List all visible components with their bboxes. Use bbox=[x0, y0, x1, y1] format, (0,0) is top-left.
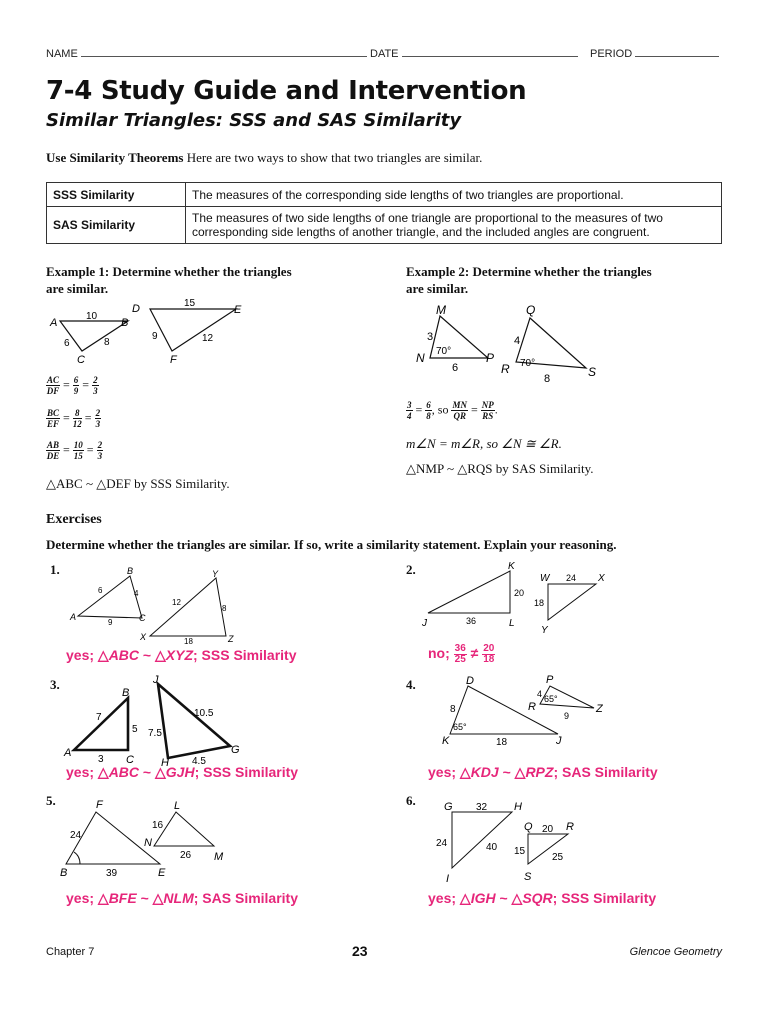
vertex-label: Y bbox=[541, 625, 548, 636]
vertex-label: H bbox=[514, 801, 522, 813]
intro-rest: Here are two ways to show that two triangles are similar. bbox=[183, 150, 483, 165]
vertex-label: D bbox=[132, 303, 140, 315]
side-label: 4 bbox=[134, 589, 139, 598]
vertex-label: Q bbox=[524, 821, 533, 833]
example2-label: Example 2: bbox=[406, 264, 470, 279]
vertex-label: D bbox=[466, 675, 474, 687]
side-label: 18 bbox=[534, 598, 545, 608]
side-label: 12 bbox=[202, 333, 214, 344]
side-label: 40 bbox=[486, 842, 498, 853]
vertex-label: R bbox=[528, 701, 536, 713]
exercise4-figure bbox=[430, 672, 630, 750]
side-label: 12 bbox=[172, 598, 181, 607]
example2-eq1: $\frac{3}{4}$ = $\frac{6}{8}$ , so $\frac{MN}{QR}$ = $\frac{NP}{RS}$ . bbox=[407, 400, 498, 421]
vertex-label: F bbox=[96, 799, 103, 811]
side-label: 20 bbox=[542, 824, 554, 835]
side-label: 32 bbox=[476, 802, 488, 813]
side-label: 10 bbox=[86, 311, 98, 322]
vertex-label: E bbox=[234, 304, 242, 316]
angle-label: 65° bbox=[453, 722, 467, 732]
side-label: 24 bbox=[70, 830, 82, 841]
triangle-abc bbox=[74, 698, 128, 750]
vertex-label: X bbox=[140, 632, 147, 642]
side-label: 8 bbox=[544, 373, 551, 384]
angle-label: 70° bbox=[520, 358, 536, 369]
side-label: 6 bbox=[98, 586, 103, 595]
vertex-label: C bbox=[77, 354, 85, 366]
vertex-label: Y bbox=[212, 569, 219, 579]
exercises-heading: Exercises bbox=[46, 512, 102, 527]
example2-line1: Determine whether the triangles bbox=[472, 264, 652, 279]
intro-bold: Use Similarity Theorems bbox=[46, 150, 184, 165]
example2-figure bbox=[406, 300, 616, 384]
side-label: 15 bbox=[514, 846, 526, 857]
side-label: 26 bbox=[180, 850, 192, 861]
vertex-label: S bbox=[524, 871, 532, 883]
side-label: 20 bbox=[514, 588, 525, 598]
exercise6-answer: yes; △IGH ~ △SQR; SSS Similarity bbox=[428, 890, 657, 906]
angle-label: 65° bbox=[544, 694, 558, 704]
theorem-name: SAS Similarity bbox=[47, 207, 186, 244]
vertex-label: Z bbox=[596, 703, 603, 715]
side-label: 10.5 bbox=[194, 708, 214, 719]
vertex-label: H bbox=[161, 757, 169, 766]
vertex-label: R bbox=[566, 821, 574, 833]
example1-eq3: $\frac{AB}{DE}$ = $\frac{10}{15}$ = $\frac{2}{3}$ bbox=[46, 440, 103, 461]
side-label: 4 bbox=[537, 689, 543, 699]
side-label: 8 bbox=[104, 337, 110, 348]
intro-text bbox=[46, 150, 482, 166]
side-label: 5 bbox=[132, 724, 138, 735]
footer-publisher: Glencoe Geometry bbox=[629, 946, 722, 958]
vertex-label: L bbox=[509, 618, 515, 629]
vertex-label: P bbox=[546, 674, 554, 686]
exercise-number: 3. bbox=[50, 677, 60, 692]
table-row bbox=[47, 183, 722, 207]
name-label: NAME bbox=[46, 48, 78, 60]
period-label: PERIOD bbox=[590, 48, 633, 60]
triangle-abc bbox=[60, 321, 128, 351]
vertex-label: J bbox=[422, 618, 427, 629]
vertex-label: L bbox=[174, 800, 181, 812]
vertex-label: Q bbox=[526, 303, 536, 317]
side-label: 8 bbox=[222, 604, 227, 613]
vertex-label: A bbox=[50, 317, 58, 329]
vertex-label: N bbox=[144, 837, 152, 849]
vertex-label: J bbox=[556, 735, 562, 747]
period-field[interactable] bbox=[590, 46, 719, 60]
example1-figure bbox=[46, 296, 256, 368]
vertex-label: B bbox=[60, 867, 68, 879]
triangle-xyz bbox=[150, 578, 226, 636]
page-title: 7-4 Study Guide and Intervention bbox=[46, 76, 527, 106]
exercise5-answer: yes; △BFE ~ △NLM; SAS Similarity bbox=[66, 890, 299, 906]
side-label: 18 bbox=[184, 637, 193, 646]
side-label: 24 bbox=[436, 838, 448, 849]
vertex-label: B bbox=[122, 687, 130, 699]
exercise-number: 6. bbox=[406, 793, 416, 808]
vertex-label: E bbox=[158, 867, 166, 879]
example2-conclusion: △NMP ~ △RQS by SAS Similarity. bbox=[406, 461, 594, 476]
side-label: 39 bbox=[106, 868, 118, 879]
exercises-instructions: Determine whether the triangles are similar. If so, write a similarity statement. Explain your reasoning. bbox=[46, 537, 617, 552]
example1-eq1: $\frac{AC}{DF}$ = $\frac{6}{9}$ = $\frac{2}{3}$ bbox=[46, 375, 98, 396]
side-label: 18 bbox=[496, 737, 508, 748]
side-label: 9 bbox=[564, 711, 570, 721]
vertex-label: M bbox=[214, 851, 224, 863]
exercise-number: 5. bbox=[46, 793, 56, 808]
vertex-label: K bbox=[442, 735, 450, 747]
vertex-label: B bbox=[121, 317, 129, 329]
vertex-label: J bbox=[153, 674, 159, 686]
vertex-label: G bbox=[444, 801, 453, 813]
vertex-label: Z bbox=[228, 634, 234, 644]
vertex-label: N bbox=[416, 351, 425, 365]
vertex-label: A bbox=[64, 747, 72, 759]
triangle-def bbox=[150, 309, 236, 351]
angle-label: 70° bbox=[436, 346, 452, 357]
exercise-number: 4. bbox=[406, 677, 416, 692]
angle-mark bbox=[74, 852, 80, 864]
vertex-label: R bbox=[501, 362, 510, 376]
side-label: 7 bbox=[96, 712, 102, 723]
exercise1-answer: yes; △ABC ~ △XYZ; SSS Similarity bbox=[66, 647, 297, 663]
page-number: 23 bbox=[352, 943, 368, 959]
vertex-label: I bbox=[446, 873, 450, 884]
side-label: 4 bbox=[514, 335, 521, 347]
vertex-label: X bbox=[598, 573, 605, 584]
theorem-name: SSS Similarity bbox=[47, 183, 186, 207]
vertex-label: A bbox=[70, 612, 77, 622]
page-subtitle: Similar Triangles: SSS and SAS Similarity bbox=[46, 110, 462, 131]
date-label: DATE bbox=[370, 48, 399, 60]
vertex-label: W bbox=[540, 573, 550, 584]
vertex-label: F bbox=[170, 354, 177, 366]
side-label: 4.5 bbox=[192, 756, 206, 766]
exercise6-figure bbox=[430, 796, 590, 884]
side-label: 9 bbox=[108, 618, 113, 627]
example1-eq2: $\frac{BC}{EF}$ = $\frac{8}{12}$ = $\frac{2}{3}$ bbox=[47, 408, 101, 429]
exercise2-answer: no; $\frac{36}{25}$ ≠ $\frac{20}{18}$ bbox=[428, 643, 495, 665]
side-label: 15 bbox=[184, 298, 196, 309]
triangle-jgh bbox=[158, 684, 230, 758]
exercise3-answer: yes; △ABC ~ △GJH; SSS Similarity bbox=[66, 764, 299, 780]
side-label: 25 bbox=[552, 852, 564, 863]
vertex-label: K bbox=[508, 561, 515, 572]
triangle-jkl bbox=[428, 571, 510, 613]
side-label: 36 bbox=[466, 616, 477, 626]
side-label: 7.5 bbox=[148, 728, 162, 739]
exercise-number: 1. bbox=[50, 562, 60, 577]
exercise2-figure bbox=[420, 558, 620, 640]
side-label: 9 bbox=[152, 331, 158, 342]
triangle-igh bbox=[452, 812, 512, 868]
example2-angle-line: m∠N = m∠R, so ∠N ≅ ∠R. bbox=[406, 436, 562, 451]
exercise5-figure bbox=[56, 796, 246, 882]
theorem-table bbox=[46, 182, 722, 244]
side-label: 8 bbox=[450, 704, 456, 715]
exercise3-figure bbox=[60, 674, 250, 766]
theorem-desc: The measures of the corresponding side lengths of two triangles are proportional. bbox=[186, 183, 722, 207]
exercise1-figure bbox=[66, 566, 246, 648]
side-label: 3 bbox=[98, 754, 104, 765]
vertex-label: S bbox=[588, 365, 597, 379]
exercise4-answer: yes; △KDJ ~ △RPZ; SAS Similarity bbox=[428, 764, 658, 780]
example1-line2: are similar. bbox=[46, 281, 109, 296]
example1-label: Example 1: bbox=[46, 264, 110, 279]
vertex-label: M bbox=[436, 303, 446, 317]
vertex-label: G bbox=[231, 744, 240, 756]
theorem-desc: The measures of two side lengths of one triangle are proportional to the measures of two corresponding side lengths of another triangle, and the included angles are congruent. bbox=[186, 207, 722, 244]
table-row bbox=[47, 207, 722, 244]
example2-line2: are similar. bbox=[406, 281, 469, 296]
exercise-number: 2. bbox=[406, 562, 416, 577]
name-field[interactable] bbox=[46, 46, 367, 60]
vertex-label: C bbox=[139, 613, 146, 623]
vertex-label: B bbox=[127, 566, 134, 576]
side-label: 6 bbox=[452, 362, 459, 374]
side-label: 16 bbox=[152, 820, 164, 831]
triangle-abc bbox=[78, 576, 142, 618]
side-label: 24 bbox=[566, 573, 577, 583]
vertex-label: P bbox=[486, 351, 495, 365]
vertex-label: C bbox=[126, 754, 134, 766]
date-field[interactable] bbox=[370, 46, 578, 60]
example1-line1: Determine whether the triangles bbox=[112, 264, 292, 279]
footer-chapter: Chapter 7 bbox=[46, 946, 95, 958]
triangle-wxy bbox=[548, 584, 596, 620]
example1-conclusion: △ABC ~ △DEF by SSS Similarity. bbox=[46, 476, 230, 491]
example2-prompt bbox=[406, 263, 652, 297]
side-label: 6 bbox=[64, 338, 70, 349]
example1-prompt bbox=[46, 263, 292, 297]
side-label: 3 bbox=[427, 331, 434, 343]
